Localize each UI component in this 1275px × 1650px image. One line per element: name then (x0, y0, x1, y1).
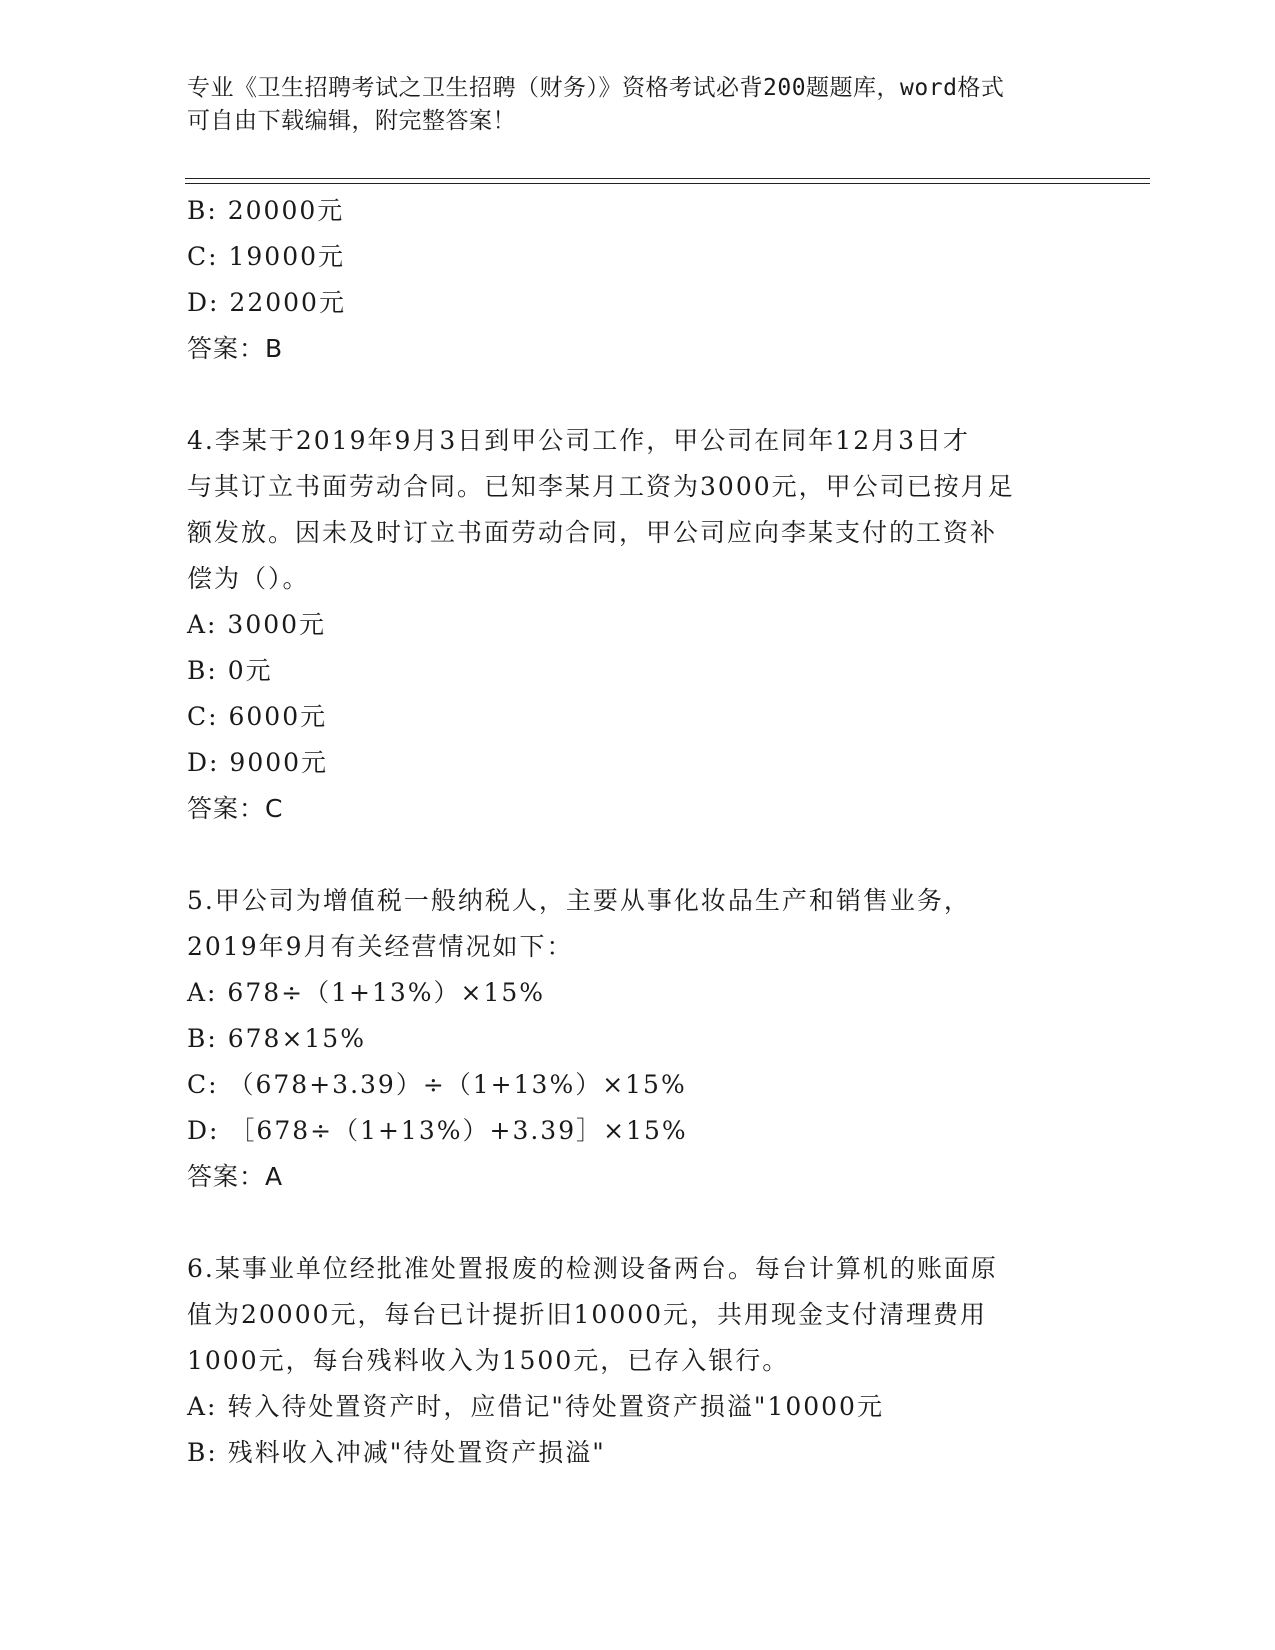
question-stem-line: 额发放。因未及时订立书面劳动合同，甲公司应向李某支付的工资补 (187, 518, 998, 547)
header-divider-bottom (185, 183, 1150, 184)
spacer (187, 372, 1087, 418)
question-4 (187, 418, 1087, 832)
answer-label: 答案：B (187, 334, 284, 363)
header-title-line-1: 专业《卫生招聘考试之卫生招聘（财务）》资格考试必背200题题库，word格式 (187, 75, 1005, 101)
question-stem-line: 值为20000元，每台已计提折旧10000元，共用现金支付清理费用 (187, 1300, 988, 1329)
question-6 (187, 1246, 1087, 1476)
question-stem-line: 4.李某于2019年9月3日到甲公司工作，甲公司在同年12月3日才 (187, 426, 971, 455)
question-stem-line: 偿为（）。 (187, 564, 310, 593)
option-b: B: 678×15% (187, 1024, 366, 1053)
question-stem-line: 6.某事业单位经批准处置报废的检测设备两台。每台计算机的账面原 (187, 1254, 998, 1283)
answer-label: 答案：A (187, 1162, 284, 1191)
option-c: C: 19000元 (187, 242, 346, 271)
question-stem-line: 1000元，每台残料收入为1500元，已存入银行。 (187, 1346, 790, 1375)
header-title-line-2: 可自由下载编辑，附完整答案！ (187, 108, 516, 134)
document-header (187, 72, 1087, 138)
option-c: C: 6000元 (187, 702, 328, 731)
question-stem-line: 与其订立书面劳动合同。已知李某月工资为3000元，甲公司已按月足 (187, 472, 1015, 501)
header-divider-top (185, 178, 1150, 179)
question-stem-line: 5.甲公司为增值税一般纳税人，主要从事化妆品生产和销售业务， (187, 886, 971, 915)
option-b: B: 20000元 (187, 196, 345, 225)
question-content (187, 188, 1087, 1476)
option-a: A: 3000元 (187, 610, 327, 639)
question-5 (187, 878, 1087, 1200)
spacer (187, 832, 1087, 878)
option-a: A: 转入待处置资产时，应借记"待处置资产损溢"10000元 (187, 1392, 884, 1421)
option-b: B: 0元 (187, 656, 273, 685)
answer-label: 答案：C (187, 794, 284, 823)
option-d: D: ［678÷（1+13%）+3.39］×15% (187, 1116, 688, 1145)
option-d: D: 9000元 (187, 748, 329, 777)
option-a: A: 678÷（1+13%）×15% (187, 978, 546, 1007)
question-stem-line: 2019年9月有关经营情况如下： (187, 932, 574, 961)
question-3 (187, 188, 1087, 372)
spacer (187, 1200, 1087, 1246)
option-b: B: 残料收入冲减"待处置资产损溢" (187, 1438, 606, 1467)
option-d: D: 22000元 (187, 288, 346, 317)
option-c: C: （678+3.39）÷（1+13%）×15% (187, 1070, 687, 1099)
